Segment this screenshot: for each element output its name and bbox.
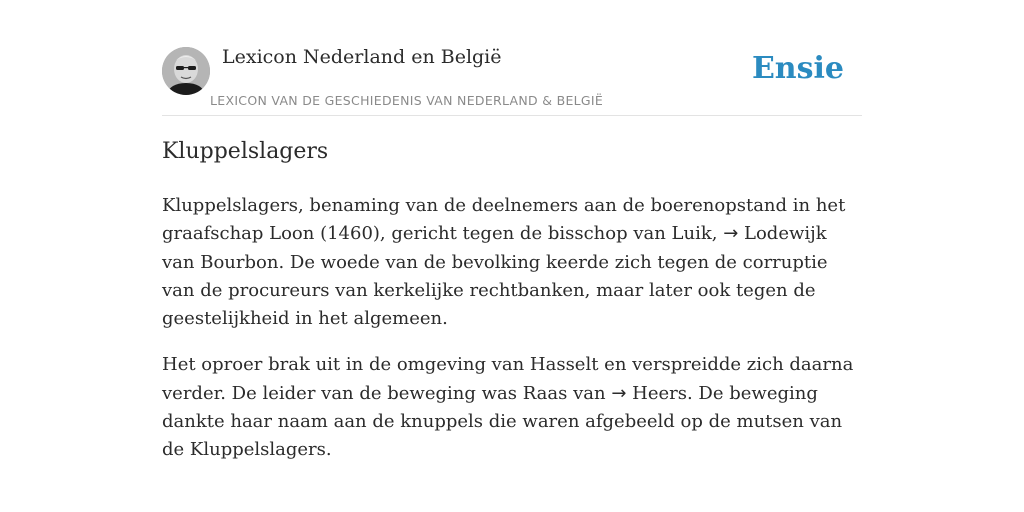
paragraph-2-text-start: Het oproer brak uit in de omgeving van Hasselt en verspreidde zich daarna verder. De leider van de beweging was Raas van <box>162 354 854 404</box>
link-label-heers: Heers <box>626 382 687 404</box>
cross-reference-heers[interactable] <box>611 383 687 404</box>
article-title: Kluppelslagers <box>162 139 329 164</box>
site-subtitle[interactable]: LEXICON VAN DE GESCHIEDENIS VAN NEDERLAND & BELGIË <box>210 93 604 108</box>
author-portrait-icon <box>162 47 210 95</box>
brand-logo[interactable]: Ensie <box>751 51 844 86</box>
arrow-right-icon: → <box>611 382 627 404</box>
paragraph-1-text-end: . De woede van de bevolking keerde zich tegen de corruptie van de procureurs van kerkelijke rechtbanken, maar later ook tegen de geestelijkheid in het algemeen. <box>162 251 828 330</box>
site-header <box>162 45 862 116</box>
arrow-right-icon: → <box>723 223 739 245</box>
author-avatar[interactable] <box>162 47 210 95</box>
link-label-lodewijk-van-bourbon: Lodewijk van Bourbon <box>162 223 827 273</box>
paragraph-2-text-end: . De beweging dankte haar naam aan de knuppels die waren afgebeeld op de mutsen van de Kluppelslagers. <box>162 382 843 461</box>
paragraph-1-text-start: Kluppelslagers, benaming van de deelnemers aan de boerenopstand in het graafschap Loon (1460), gericht tegen de bisschop van Luik, <box>162 195 846 245</box>
article-paragraph-1 <box>162 192 862 333</box>
page <box>162 0 862 512</box>
site-title[interactable]: Lexicon Nederland en België <box>222 46 502 68</box>
article-body <box>162 192 862 483</box>
article-paragraph-2 <box>162 351 862 464</box>
